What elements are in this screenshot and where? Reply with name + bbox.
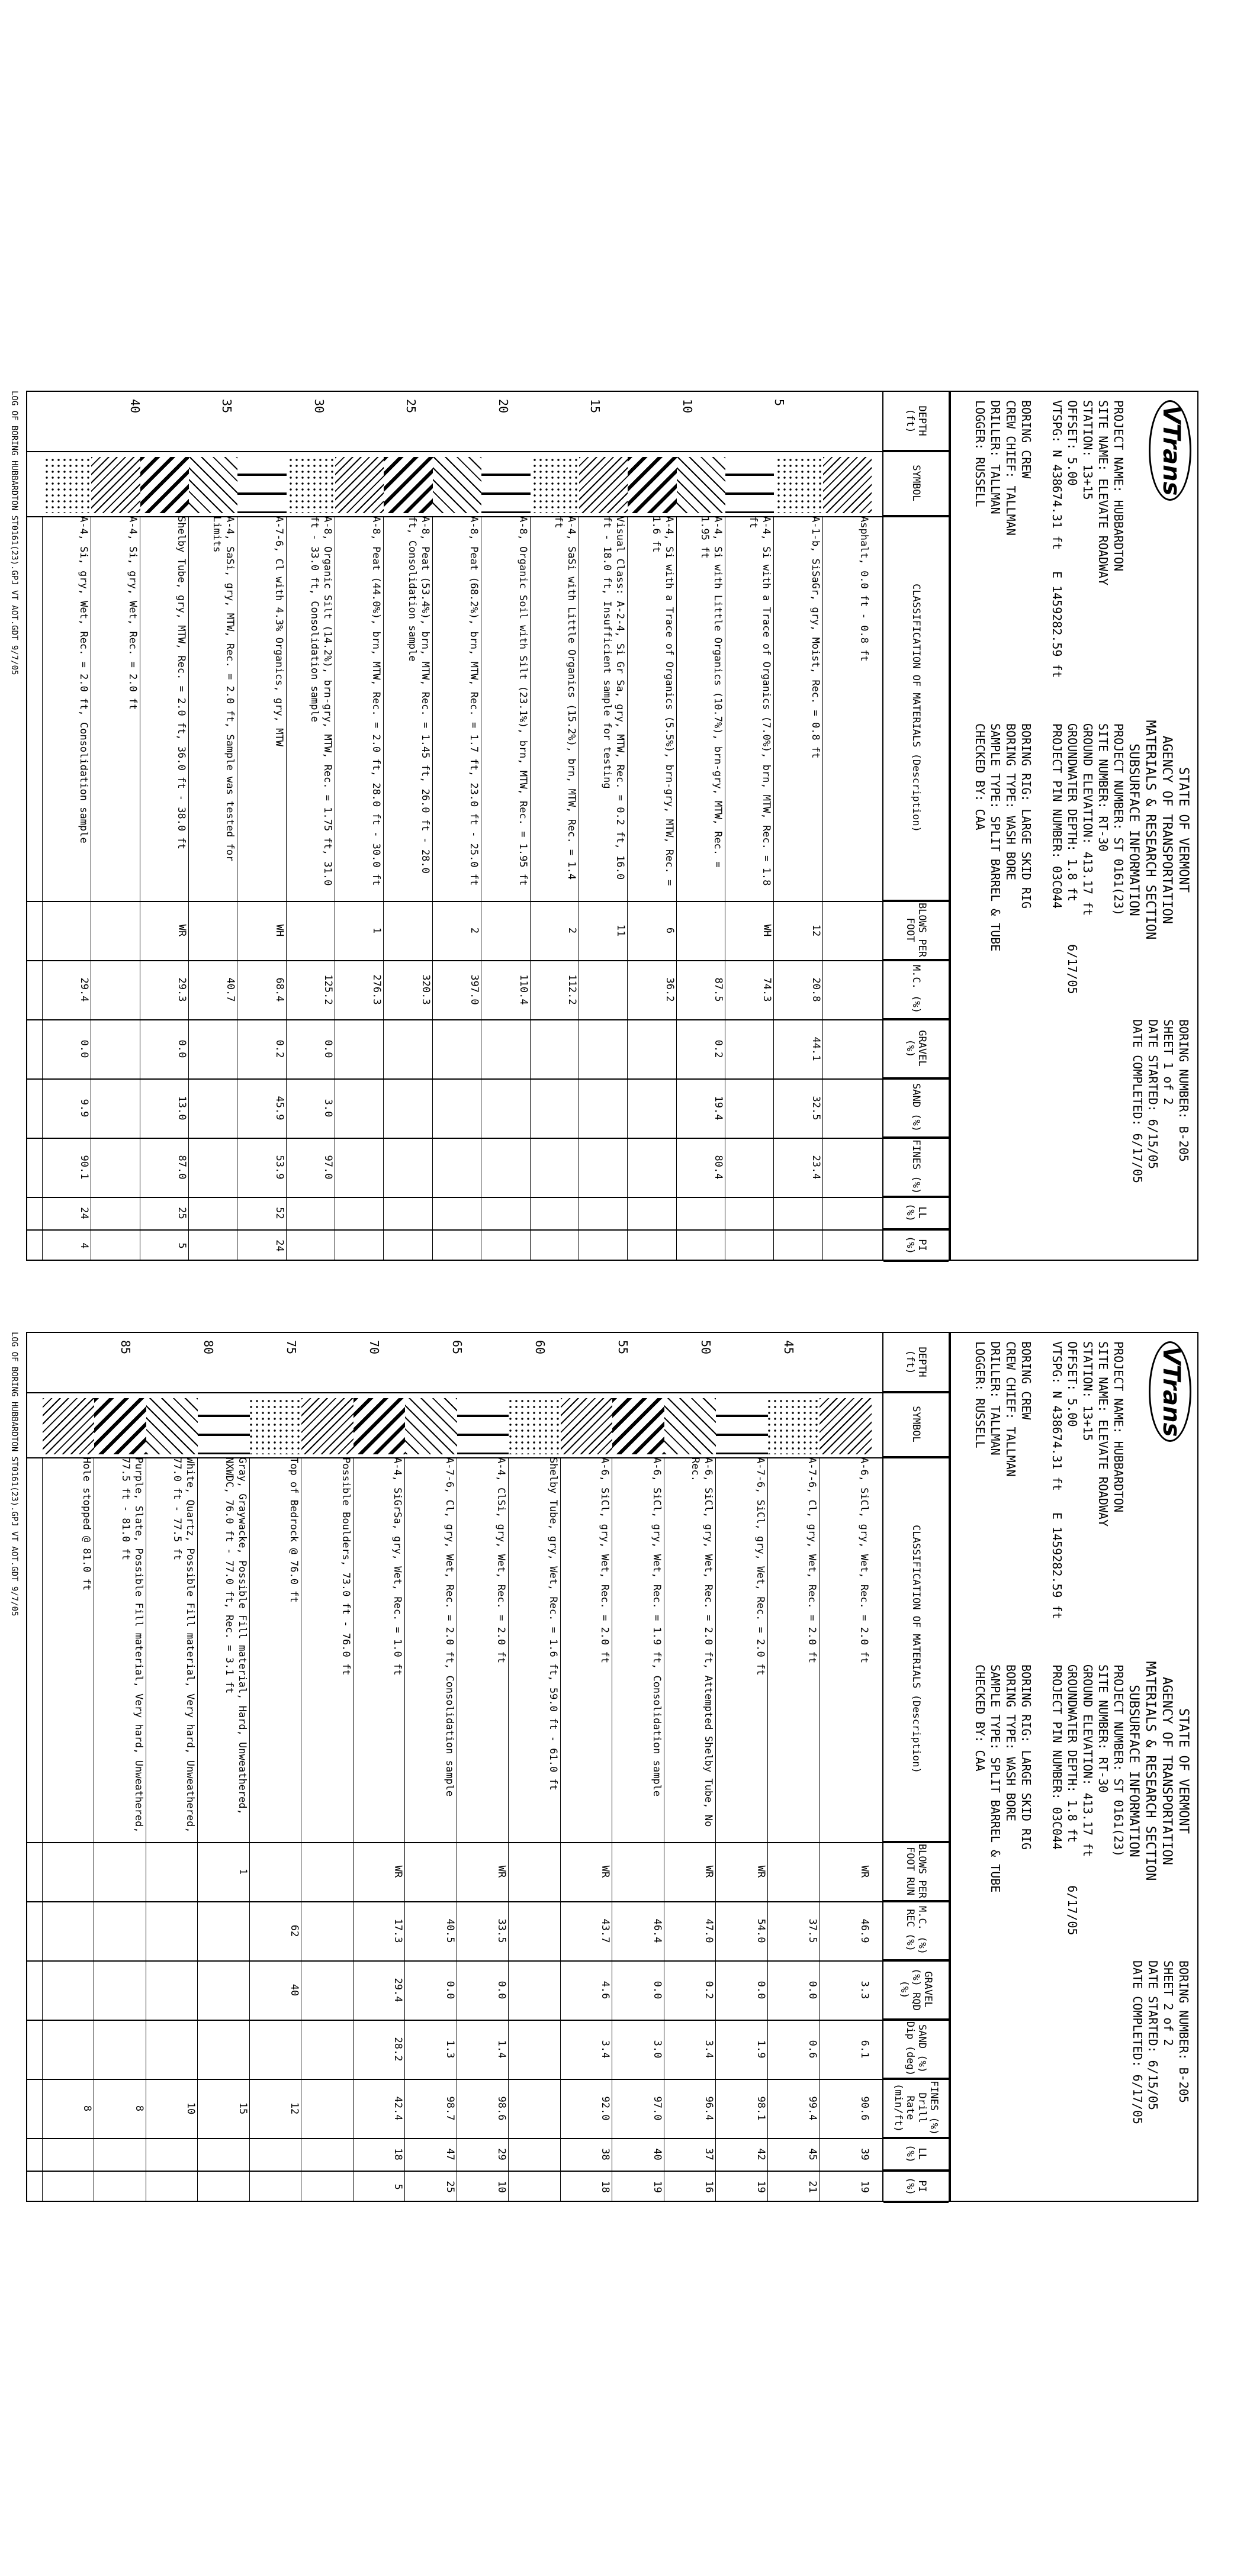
soil-symbol	[335, 457, 384, 513]
material-description: Gray, Graywacke, Possible Fill material, Hard, Unweathered, NXWDC, 76.0 ft - 77.0 ft, Rec. = 3.1 ft	[223, 1457, 248, 1815]
log-sheet-2	[0, 1308, 1234, 2220]
blows-cell: WR	[496, 1865, 508, 1878]
column-header: LL (%)	[883, 2138, 949, 2171]
footer-text: LOG OF BORING HUBBARDTON ST0161(23).GPJ VT AOT.GDT 9/7/05	[9, 391, 19, 675]
soil-symbol	[531, 457, 579, 513]
column-header: GRAVEL (%)	[883, 1019, 949, 1078]
log-row	[613, 1333, 665, 2201]
sheet-rotated-content	[0, 1308, 1234, 2220]
sheet-header	[950, 1332, 1198, 2202]
pi-cell: 19	[859, 2181, 870, 2193]
agency-line: MATERIALS & RESEARCH SECTION	[1143, 720, 1158, 940]
mc-cell: 46.4	[651, 1918, 663, 1943]
gravel-cell: 44.1	[809, 1036, 822, 1061]
gravel-cell: 0.0	[806, 1981, 819, 1999]
soil-symbol	[43, 457, 91, 513]
depth-tick: 40	[127, 399, 142, 414]
agency-line: SUBSURFACE INFORMATION	[1126, 1685, 1141, 1857]
agency-block	[1125, 1617, 1191, 1925]
log-row	[774, 392, 822, 1260]
fines-cell: 99.4	[806, 2096, 819, 2121]
log-row	[302, 1333, 354, 2201]
column-header: CLASSIFICATION OF MATERIALS (Description)	[883, 516, 949, 901]
log-row	[335, 392, 384, 1260]
project-info-mid: PROJECT NUMBER: ST 0161(23) SITE NUMBER: RT-30 GROUND ELEVATION: 413.17 ft GROUNDWATER DEPTH: 1.8 ft 6/17/05 PROJECT PIN NUMBER: 03C044 BORING RIG: LARGE SKID RIG BORING TYPE: WASH BORE SAMPLE TYPE: SPLIT BARREL & TUBE CHECKED BY: CAA	[973, 1664, 1126, 1936]
gravel-cell: 0.0	[322, 1039, 335, 1058]
log-row	[481, 392, 530, 1260]
footer-text: LOG OF BORING HUBBARDTON ST0161(23).GPJ VT AOT.GDT 9/7/05	[9, 1332, 19, 1617]
mc-cell: 110.4	[517, 974, 529, 1005]
mc-cell: 33.5	[496, 1918, 508, 1943]
log-row	[43, 392, 91, 1260]
log-row	[146, 1333, 198, 2201]
depth-tick: 80	[201, 1340, 216, 1355]
pi-cell: 21	[806, 2181, 819, 2193]
column-header: GRAVEL (%) RQD (%)	[883, 1960, 949, 2020]
project-info-left: PROJECT NAME: HUBBARDTON SITE NAME: ELEVATE ROADWAY STATION: 13+15 OFFSET: 5.00 VTSPG: N 438674.31 ft E 1459282.59 ft BORING CREW CREW CHIEF: TALLMAN DRILLER: TALLMAN LOGGER: RUSSELL	[973, 400, 1126, 678]
fines-cell: 23.4	[809, 1155, 822, 1180]
mc-cell: 320.3	[419, 974, 432, 1005]
ll-cell: 38	[599, 2148, 612, 2160]
soil-symbol	[481, 457, 530, 513]
sand-cell: 45.9	[273, 1096, 285, 1120]
agency-line: AGENCY OF TRANSPORTATION	[1159, 1677, 1174, 1865]
mc-cell: 125.2	[322, 974, 335, 1005]
gravel-cell: 29.4	[392, 1978, 404, 2002]
log-row	[823, 392, 872, 1260]
fines-cell: 15	[237, 2102, 249, 2115]
agency-block	[1125, 676, 1191, 984]
column-header: CLASSIFICATION OF MATERIALS (Description)	[883, 1457, 949, 1842]
mc-cell: 43.7	[599, 1918, 612, 1943]
mc-cell: 29.4	[78, 977, 91, 1002]
pi-cell: 25	[444, 2181, 456, 2193]
blows-cell: 1	[371, 927, 383, 934]
depth-tick: 85	[118, 1340, 133, 1355]
fines-cell: 98.7	[444, 2096, 456, 2121]
depth-tick: 75	[284, 1340, 298, 1355]
sand-cell: 13.0	[176, 1096, 188, 1120]
log-row	[457, 1333, 509, 2201]
log-row	[628, 392, 676, 1260]
material-description: A-8, Peat (53.4%), brn, MTW, Rec. = 1.45 ft, 26.0 ft - 28.0 ft, Consolidation sample	[406, 516, 431, 874]
soil-symbol	[664, 1398, 716, 1454]
column-header: PI (%)	[883, 2171, 949, 2203]
fines-cell: 90.1	[78, 1155, 91, 1180]
log-row	[43, 1333, 95, 2201]
ll-cell: 42	[755, 2148, 767, 2160]
pi-cell: 5	[392, 2184, 404, 2190]
material-description: A-7-6, Cl with 4.3% Organics, gry, MTW	[272, 516, 285, 746]
gravel-cell: 0.0	[444, 1981, 456, 1999]
blows-cell: 6	[663, 927, 676, 934]
log-row	[287, 392, 335, 1260]
header-divider	[882, 1333, 883, 2201]
fines-cell: 10	[185, 2102, 197, 2115]
log-row	[716, 1333, 769, 2201]
log-row	[406, 1333, 458, 2201]
material-description: Top of Bedrock @ 76.0 ft	[288, 1457, 300, 1603]
soil-symbol	[561, 1398, 613, 1454]
log-row	[677, 392, 725, 1260]
log-row	[140, 392, 189, 1260]
sand-cell: 28.2	[392, 2037, 404, 2062]
material-description: A-4, Si, gry, Wet, Rec. = 2.0 ft	[126, 516, 139, 710]
log-row	[354, 1333, 406, 2201]
mc-cell: 17.3	[392, 1918, 404, 1943]
vtrans-logo: VTrans	[1149, 1341, 1191, 1442]
sand-cell: 32.5	[809, 1096, 822, 1120]
log-row	[91, 392, 140, 1260]
pi-cell: 24	[273, 1239, 285, 1252]
pi-cell: 19	[651, 2181, 663, 2193]
gravel-cell: 0.2	[273, 1039, 285, 1058]
fines-cell: 98.6	[496, 2096, 508, 2121]
fines-cell: 42.4	[392, 2096, 404, 2121]
ll-cell: 47	[444, 2148, 456, 2160]
depth-tick: 10	[680, 399, 695, 414]
mc-cell: 40.7	[224, 977, 237, 1002]
ll-cell: 40	[651, 2148, 663, 2160]
soil-symbol	[820, 1398, 872, 1454]
log-row	[509, 1333, 561, 2201]
material-description: A-7-6, SiCl, gry, Wet, Rec. = 2.0 ft	[754, 1457, 766, 1676]
pi-cell: 18	[599, 2181, 612, 2193]
ll-cell: 37	[703, 2148, 715, 2160]
fines-cell: 97.0	[651, 2096, 663, 2121]
soil-symbol	[237, 457, 286, 513]
sand-cell: 1.4	[496, 2040, 508, 2059]
sand-cell: 6.1	[859, 2040, 870, 2059]
gravel-cell: 3.3	[859, 1981, 870, 1999]
sand-cell: 19.4	[712, 1096, 724, 1120]
sand-cell: 3.0	[322, 1099, 335, 1118]
agency-line: STATE OF VERMONT	[1176, 1708, 1191, 1834]
column-header: M.C. (%)	[883, 960, 949, 1019]
material-description: Asphalt, 0.0 ft - 0.8 ft	[858, 516, 870, 662]
blows-cell: 1	[237, 1868, 249, 1875]
column-header: BLOWS PER FOOT RUN	[883, 1842, 949, 1901]
gravel-cell: 40	[288, 1983, 301, 1997]
mc-cell: 29.3	[176, 977, 188, 1002]
material-description: A-6, SiCl, gry, Wet, Rec. = 2.0 ft	[858, 1457, 870, 1663]
gravel-cell: 0.0	[78, 1039, 91, 1058]
log-row	[768, 1333, 820, 2201]
boring-log-table	[26, 391, 950, 1261]
log-row	[198, 1333, 250, 2201]
fines-cell: 87.0	[176, 1155, 188, 1180]
depth-tick: 60	[533, 1340, 547, 1355]
depth-tick: 55	[616, 1340, 630, 1355]
blows-cell: WR	[703, 1865, 715, 1878]
gravel-cell: 0.2	[712, 1039, 724, 1058]
column-header: DEPTH (ft)	[883, 1333, 949, 1392]
depth-tick: 5	[772, 399, 787, 407]
row-divider	[42, 1457, 43, 2202]
log-row	[189, 392, 237, 1260]
column-header: SYMBOL	[883, 451, 949, 516]
ll-cell: 52	[273, 1207, 285, 1219]
depth-tick: 50	[699, 1340, 713, 1355]
soil-symbol	[509, 1398, 561, 1454]
column-header: BLOWS PER FOOT	[883, 901, 949, 960]
soil-symbol	[95, 1398, 147, 1454]
fines-cell: 98.1	[755, 2096, 767, 2121]
fines-cell: 12	[288, 2102, 301, 2115]
material-description: Possible Boulders, 73.0 ft - 76.0 ft	[340, 1457, 352, 1676]
row-divider	[42, 516, 43, 1261]
pi-cell: 4	[78, 1242, 91, 1249]
fines-cell: 53.9	[273, 1155, 285, 1180]
mc-cell: 74.3	[761, 977, 773, 1002]
ll-cell: 45	[806, 2148, 819, 2160]
blows-cell: WR	[599, 1865, 612, 1878]
soil-symbol	[768, 1398, 820, 1454]
material-description: A-4, Si, gry, Wet, Rec. = 2.0 ft, Consolidation sample	[78, 516, 90, 843]
fines-cell: 96.4	[703, 2096, 715, 2121]
ll-cell: 39	[859, 2148, 870, 2160]
sand-cell: 3.4	[703, 2040, 715, 2059]
soil-symbol	[628, 457, 676, 513]
material-description: A-6, SiCl, gry, Wet, Rec. = 2.0 ft, Attempted Shelby Tube, No Rec.	[689, 1457, 715, 1827]
depth-tick: 20	[496, 399, 510, 414]
material-description: A-7-6, Cl, gry, Wet, Rec. = 2.0 ft	[806, 1457, 818, 1663]
mc-cell: 68.4	[273, 977, 285, 1002]
ll-cell: 18	[392, 2148, 404, 2160]
soil-symbol	[302, 1398, 354, 1454]
gravel-cell: 0.0	[651, 1981, 663, 1999]
blows-cell: 2	[468, 927, 481, 934]
pi-cell: 10	[496, 2181, 508, 2193]
log-row	[579, 392, 628, 1260]
gravel-cell: 0.0	[176, 1039, 188, 1058]
mc-cell: 40.5	[444, 1918, 456, 1943]
mc-cell: 47.0	[703, 1918, 715, 1943]
gravel-cell: 0.0	[496, 1981, 508, 1999]
vtrans-logo: VTrans	[1149, 400, 1191, 501]
depth-tick: 70	[367, 1340, 381, 1355]
gravel-cell: 0.0	[755, 1981, 767, 1999]
mc-cell: 37.5	[806, 1918, 819, 1943]
log-row	[561, 1333, 613, 2201]
mc-cell: 46.9	[859, 1918, 870, 1943]
project-info-left: PROJECT NAME: HUBBARDTON SITE NAME: ELEVATE ROADWAY STATION: 13+15 OFFSET: 5.00 VTSPG: N 438674.31 ft E 1459282.59 ft BORING CREW CREW CHIEF: TALLMAN DRILLER: TALLMAN LOGGER: RUSSELL	[973, 1341, 1126, 1619]
mc-cell: 20.8	[809, 977, 822, 1002]
soil-symbol	[287, 457, 335, 513]
fines-cell: 8	[133, 2105, 145, 2112]
log-row	[531, 392, 579, 1260]
fines-cell: 80.4	[712, 1155, 724, 1180]
soil-symbol	[140, 457, 189, 513]
blows-cell: WR	[176, 924, 188, 937]
soil-symbol	[716, 1398, 769, 1454]
material-description: A-8, Organic Soil with Silt (23.1%), brn, MTW, Rec. = 1.95 ft	[516, 516, 529, 886]
column-header: M.C. (%) REC (%)	[883, 1901, 949, 1960]
depth-tick: 25	[404, 399, 419, 414]
mc-cell: 62	[288, 1924, 301, 1937]
material-description: A-8, Peat (68.2%), brn, MTW, Rec. = 1.7 ft, 23.0 ft - 25.0 ft	[468, 516, 480, 886]
depth-tick: 30	[311, 399, 326, 414]
blows-cell: WR	[859, 1865, 870, 1878]
material-description: A-4, Si with a Trace of Organics (7.0%), brn, MTW, Rec. = 1.8 ft	[747, 516, 773, 886]
mc-cell: 276.3	[371, 974, 383, 1005]
sheet-header	[950, 391, 1198, 1261]
agency-line: MATERIALS & RESEARCH SECTION	[1143, 1661, 1158, 1881]
soil-symbol	[613, 1398, 665, 1454]
log-row	[95, 1333, 147, 2201]
project-info-mid: PROJECT NUMBER: ST 0161(23) SITE NUMBER: RT-30 GROUND ELEVATION: 413.17 ft GROUNDWATER DEPTH: 1.8 ft 6/17/05 PROJECT PIN NUMBER: 03C044 BORING RIG: LARGE SKID RIG BORING TYPE: WASH BORE SAMPLE TYPE: SPLIT BARREL & TUBE CHECKED BY: CAA	[973, 723, 1126, 994]
header-divider	[882, 392, 883, 1260]
soil-symbol	[354, 1398, 406, 1454]
log-row	[433, 392, 481, 1260]
blows-cell: 12	[809, 924, 822, 937]
sand-cell: 0.6	[806, 2040, 819, 2059]
log-row	[384, 392, 432, 1260]
fines-cell: 8	[81, 2105, 94, 2112]
mc-cell: 36.2	[663, 977, 676, 1002]
agency-line: SUBSURFACE INFORMATION	[1126, 743, 1141, 916]
blows-cell: 2	[565, 927, 578, 934]
log-row	[725, 392, 774, 1260]
sand-cell: 9.9	[78, 1099, 91, 1118]
material-description: Hole stopped @ 81.0 ft	[81, 1457, 93, 1591]
sand-cell: 3.0	[651, 2040, 663, 2059]
log-row	[250, 1333, 302, 2201]
material-description: White, Quartz, Possible Fill material, Very hard, Unweathered, 77.0 ft - 77.5 ft	[171, 1457, 197, 1833]
depth-tick: 35	[220, 399, 234, 414]
sand-cell: 1.3	[444, 2040, 456, 2059]
column-header: SAND (%) Dip (deg)	[883, 2020, 949, 2079]
material-description: A-4, ClSi, gry, Wet, Rec. = 2.0 ft	[495, 1457, 507, 1663]
pi-cell: 5	[176, 1242, 188, 1249]
blows-cell: WH	[273, 924, 285, 937]
column-header: DEPTH (ft)	[883, 392, 949, 451]
ll-cell: 25	[176, 1207, 188, 1219]
sheet-rotated-content	[0, 367, 1234, 1279]
boring-number-block: BORING NUMBER: B-205 SHEET 1 of 2 DATE STARTED: 6/15/05 DATE COMPLETED: 6/17/05	[1130, 1019, 1191, 1183]
soil-symbol	[774, 457, 822, 513]
fines-cell: 97.0	[322, 1155, 335, 1180]
material-description: Visual Class: A-2-4, Si Gr Sa, gry, MTW, Rec. = 0.2 ft, 16.0 ft - 18.0 ft, Insufficient sample for testing	[601, 516, 626, 880]
soil-symbol	[823, 457, 872, 513]
blows-cell: WR	[755, 1865, 767, 1878]
column-header: PI (%)	[883, 1229, 949, 1262]
agency-line: AGENCY OF TRANSPORTATION	[1159, 736, 1174, 924]
gravel-cell: 0.2	[703, 1981, 715, 1999]
material-description: Shelby Tube, gry, MTW, Rec. = 2.0 ft, 36.0 ft - 38.0 ft	[175, 516, 188, 849]
log-row	[237, 392, 286, 1260]
mc-cell: 112.2	[565, 974, 578, 1005]
soil-symbol	[198, 1398, 250, 1454]
column-header: SYMBOL	[883, 1392, 949, 1457]
depth-tick: 65	[450, 1340, 464, 1355]
mc-cell: 87.5	[712, 977, 724, 1002]
gravel-cell: 4.6	[599, 1981, 612, 1999]
soil-symbol	[146, 1398, 198, 1454]
pi-cell: 16	[703, 2181, 715, 2193]
blows-cell: 11	[615, 924, 627, 937]
depth-tick: 45	[782, 1340, 796, 1355]
soil-symbol	[725, 457, 774, 513]
sand-cell: 1.9	[755, 2040, 767, 2059]
soil-symbol	[384, 457, 432, 513]
blows-cell: WR	[392, 1865, 404, 1878]
soil-symbol	[433, 457, 481, 513]
material-description: A-1-b, SiSaGr, gry, Moist, Rec. = 0.8 ft	[809, 516, 821, 759]
column-header: SAND (%)	[883, 1078, 949, 1138]
column-header: FINES (%)	[883, 1138, 949, 1197]
ll-cell: 24	[78, 1207, 91, 1219]
material-description: A-8, Organic Silt (14.2%), brn-gry, MTW, Rec. = 1.75 ft, 31.0 ft - 33.0 ft, Consolidation sample	[308, 516, 334, 886]
mc-cell: 397.0	[468, 974, 481, 1005]
fines-cell: 90.6	[859, 2096, 870, 2121]
soil-symbol	[457, 1398, 509, 1454]
soil-symbol	[250, 1398, 302, 1454]
material-description: A-8, Peat (44.0%), brn, MTW, Rec. = 2.0 ft, 28.0 ft - 30.0 ft	[370, 516, 383, 886]
material-description: A-6, SiCl, gry, Wet, Rec. = 1.9 ft, Consolidation sample	[651, 1457, 663, 1797]
soil-symbol	[43, 1398, 95, 1454]
material-description: A-4, Si with Little Organics (10.7%), brn-gry, MTW, Rec. = 1.95 ft	[698, 516, 724, 868]
material-description: A-4, Si with a Trace of Organics (5.5%), brn-gry, MTW, Rec. = 1.6 ft	[650, 516, 675, 886]
boring-number-block: BORING NUMBER: B-205 SHEET 2 of 2 DATE STARTED: 6/15/05 DATE COMPLETED: 6/17/05	[1130, 1960, 1191, 2124]
soil-symbol	[91, 457, 140, 513]
soil-symbol	[189, 457, 237, 513]
fines-cell: 92.0	[599, 2096, 612, 2121]
material-description: A-4, SaSi, gry, MTW, Rec. = 2.0 ft, Sample was tested for Limits	[211, 516, 236, 862]
material-description: A-7-6, Cl, gry, Wet, Rec. = 2.0 ft, Consolidation sample	[444, 1457, 455, 1797]
material-description: A-6, SiCl, gry, Wet, Rec. = 2.0 ft	[599, 1457, 611, 1663]
log-row	[820, 1333, 872, 2201]
material-description: A-4, SaSi with Little Organics (15.2%), brn, MTW, Rec. = 1.4 ft	[552, 516, 577, 880]
log-sheet-1	[0, 367, 1234, 1290]
material-description: A-4, SiGrSa, gry, Wet, Rec. = 1.0 ft	[391, 1457, 404, 1676]
soil-symbol	[579, 457, 628, 513]
material-description: Shelby Tube, gry, Wet, Rec. = 1.6 ft, 59.0 ft - 61.0 ft	[547, 1457, 559, 1791]
blows-cell: WH	[761, 924, 773, 937]
ll-cell: 29	[496, 2148, 508, 2160]
column-header: LL (%)	[883, 1197, 949, 1229]
log-row	[664, 1333, 716, 2201]
depth-tick: 15	[588, 399, 603, 414]
column-header: FINES (%) Drill Rate (min/ft)	[883, 2079, 949, 2138]
pi-cell: 19	[755, 2181, 767, 2193]
agency-line: STATE OF VERMONT	[1176, 767, 1191, 893]
sand-cell: 3.4	[599, 2040, 612, 2059]
boring-log-table	[26, 1332, 950, 2202]
material-description: Purple, Slate, Possible Fill material, Very hard, Unweathered, 77.5 ft - 81.0 ft	[120, 1457, 144, 1833]
mc-cell: 54.0	[755, 1918, 767, 1943]
soil-symbol	[406, 1398, 458, 1454]
soil-symbol	[677, 457, 725, 513]
